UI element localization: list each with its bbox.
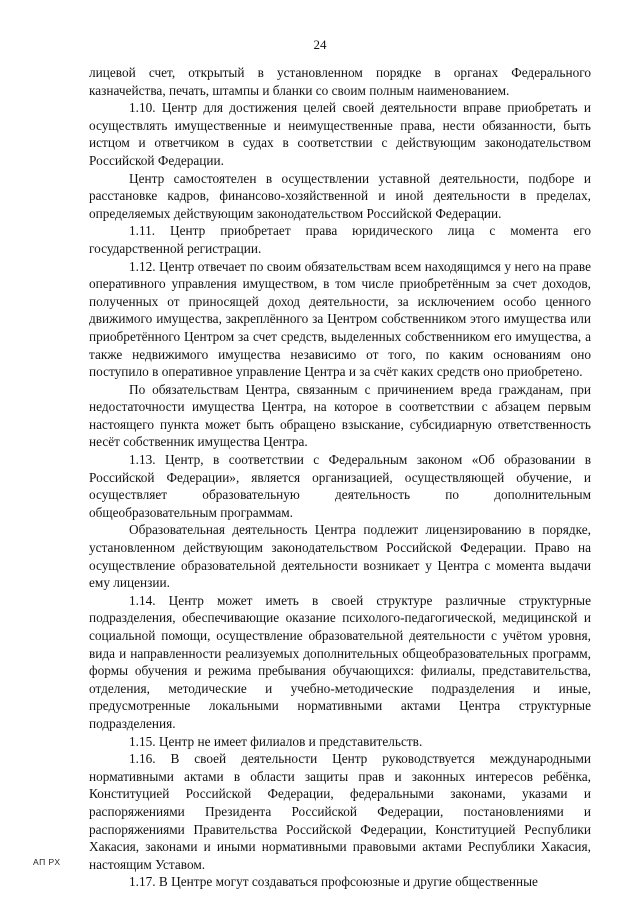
paragraph-licensing: Образовательная деятельность Центра подлежит лицензированию в порядке, установленном действующим законодательством Российской Федерации. Право на осуществление образовательной деятельности возникает у Центра с момента выдачи ему лицензии. <box>89 522 591 591</box>
paragraph-1-14: 1.14. Центр может иметь в своей структуре различные структурные подразделения, обеспечивающие оказание психолого-педагогической, медицинской и социальной помощи, осуществление образовательной деятельности с учётом уровня, вида и направленности реализуемых дополнительных общеобразовательных программ, формы обучения и режима пребывания обучающихся: филиалы, представительства, отделения, методические и учебно-методические подразделения и иные, предусмотренные локальными нормативными актами Центра структурные подразделения. <box>89 592 591 731</box>
paragraph-1-12: 1.12. Центр отвечает по своим обязательствам всем находящимся у него на праве оперативного управления имуществом, в том числе приобретённым за счет доходов, полученных от приносящей доход деятельности, за исключением особо ценного движимого имущества, закреплённого за Центром собственником этого имущества или приобретённого Центром за счет средств, выделенных собственником его имущества, а также недвижимого имущества независимо от того, по каким основаниям оно поступило в оперативное управление Центра и за счёт каких средств оно приобретено. <box>89 258 591 380</box>
page-number: 24 <box>313 37 327 52</box>
paragraph-1-17: 1.17. В Центре могут создаваться профсоюзные и другие общественные <box>129 874 538 890</box>
paragraph-1-16: 1.16. В своей деятельности Центр руководствуется международными нормативными актами в области защиты прав и законных интересов ребёнка, Конституцией Российской Федерации, федеральными законами, указами и распоряжениями Президента Российской Федерации, постановлениями и распоряжениями Правительства Российской Федерации, Конституцией Республики Хакасия, законами и иными нормативными правовыми актами Республики Хакасия, настоящим Уставом. <box>89 751 591 872</box>
paragraph-independence: Центр самостоятелен в осуществлении уставной деятельности, подборе и расстановке кадров, финансово-хозяйственной и иной деятельности в пределах, определяемых действующим законодательством Российской Федерации. <box>89 170 591 221</box>
footer-code: АП РХ <box>33 857 61 867</box>
paragraph-1-10: 1.10. Центр для достижения целей своей деятельности вправе приобретать и осуществлять имущественные и неимущественные права, нести обязанности, быть истцом и ответчиком в судах в соответствии с действующим законодательством Российской Федерации. <box>89 100 591 168</box>
paragraph-1-15: 1.15. Центр не имеет филиалов и представительств. <box>129 733 423 749</box>
document-body <box>89 64 591 891</box>
paragraph-obligations: По обязательствам Центра, связанным с причинением вреда гражданам, при недостаточности имущества Центра, на которое в соответствии с абзацем первым настоящего пункта может быть обращено взыскание, субсидиарную ответственность несёт собственник имущества Центра. <box>89 381 591 450</box>
paragraph-1-11: 1.11. Центр приобретает права юридического лица с момента его государственной регистрации. <box>89 223 591 256</box>
paragraph-account: лицевой счет, открытый в установленном порядке в органах Федерального казначейства, печать, штампы и бланки со своим полным наименованием. <box>89 65 591 98</box>
paragraph-1-13: 1.13. Центр, в соответствии с Федеральным законом «Об образовании в Российской Федерации», является организацией, осуществляющей обучение, и осуществляет образовательную деятельность по дополнительным общеобразовательным программам. <box>89 452 591 520</box>
